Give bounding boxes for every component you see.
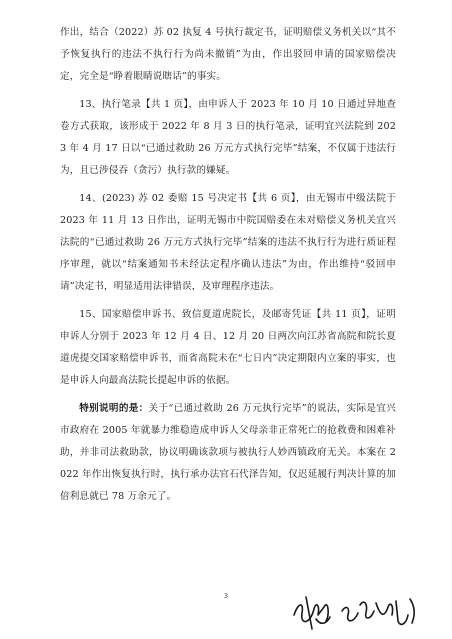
paragraph-13-text: ，由申诉人于 2023 年 10 月 10 日通过异地查卷方式获取，该形成于 2022 年 8 月 3 日的执行笔录，证明宜兴法院到 2023 年 4 月 17 日以“已通过救助 26 万元方式执行完毕”结案，不仅属于违法行为，且已涉侵吞（贪污）执行款的嫌疑。 bbox=[60, 99, 396, 176]
special-note-text: 关于“已通过救助 26 万元执行完毕”的说法，实际是宜兴市政府在 2005 年就暴力维稳造成申诉人父母亲非正常死亡的抢救费和困难补助，并非司法救助款，协议明确该款项与被执行人妙西镇政府无关。本案在 2022 年作出恢复执行时，执行承办法官石代泽告知，仅迟延履行判决计算的加倍利息就已 78 万余元了。 bbox=[60, 403, 396, 502]
paragraph-15-text: ，证明申诉人分别于 2023 年 12 月 4 日、12 月 20 日两次向江苏省高院和院长夏道虎提交国家赔偿申诉书，而省高院未在“七日内”决定期限内立案的事实，也是申诉人向最高法院长提起申诉的依据。 bbox=[60, 309, 397, 386]
paragraph-1 bbox=[60, 22, 396, 88]
paragraph-15 bbox=[60, 304, 396, 392]
evidence-15-label: 15、国家赔偿申诉书、致信夏道虎院长，及邮寄凭证【共 11 页】 bbox=[79, 309, 367, 320]
special-note-paragraph bbox=[60, 398, 396, 508]
evidence-13-label: 13、执行笔录【共 1 页】 bbox=[79, 99, 189, 110]
paragraph-1-text: 作出，结合（2022）苏 02 执复 4 号执行裁定书，证明赔偿义务机关以“其不予恢复执行的违法不执行行为尚未撤销”为由，作出驳回申请的国家赔偿决定，完全是“睁着眼睛说瞎话”的事实。 bbox=[60, 27, 396, 82]
paragraph-13 bbox=[60, 94, 396, 182]
special-note-label: 特别说明的是： bbox=[79, 403, 149, 414]
paragraph-14 bbox=[60, 188, 396, 298]
handwritten-signature bbox=[290, 585, 420, 635]
evidence-14-label: 14、(2023) 苏 02 委赔 15 号决定书【共 6 页】 bbox=[79, 193, 296, 204]
paragraph-14-text: ，由无锡市中级法院于 2023 年 11 月 13 日作出，证明无锡市中院国赔委在未对赔偿义务机关宜兴法院的“已通过救助 26 万元方式执行完毕”结案的违法不执行行为进行质证程序审理，就以“结案通知书未经法定程序确认违法”为由，作出维持“驳回申请”决定书，明显适用法律错误，及审理程序违法。 bbox=[60, 193, 397, 292]
document-body bbox=[60, 22, 396, 514]
page-number: 3 bbox=[223, 592, 229, 600]
